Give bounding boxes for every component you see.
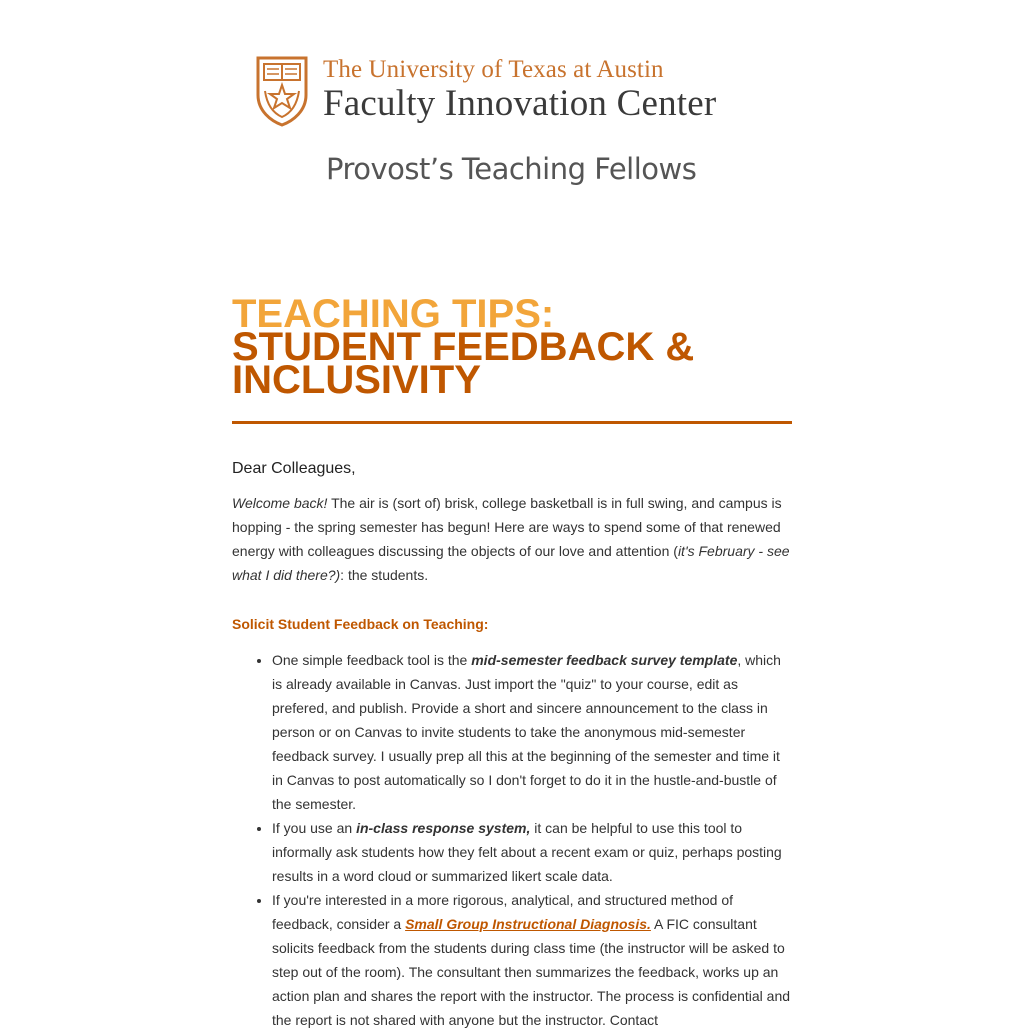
university-name: The University of Texas at Austin xyxy=(323,56,664,83)
title-line-2: STUDENT FEEDBACK & INCLUSIVITY xyxy=(232,325,695,402)
list-item-text: , which is already available in Canvas. Just import the "quiz" to your course, edit as prefered, and publish. Provide a short and sincere announcement to the class in person or on Canvas to invite students to take the anonymous mid-semester feedback survey. I usually prep all this at the beginning of the semester and time it in Canvas to post automatically so I don't forget to do it in the hustle-and-bustle of the semester. xyxy=(272,652,781,812)
list-item-text: If you use an xyxy=(272,820,357,836)
title-divider xyxy=(232,421,792,424)
section-heading-feedback: Solicit Student Feedback on Teaching: xyxy=(232,616,489,632)
center-name: Faculty Innovation Center xyxy=(323,83,717,124)
list-item-text: A FIC consultant solicits feedback from the students during class time (the instructor will be asked to step out of the room). The consultant then summarizes the feedback, works up an action plan and shares the report with the instructor. The process is confidential and the report is not shared with anyone but the instructor. Contact xyxy=(272,916,791,1028)
intro-paragraph xyxy=(232,491,794,587)
intro-welcome: Welcome back! xyxy=(232,495,328,511)
list-item xyxy=(272,888,794,1032)
sgid-link[interactable]: Small Group Instructional Diagnosis. xyxy=(405,916,651,932)
list-item xyxy=(272,648,794,816)
email-header xyxy=(232,0,792,240)
intro-end: : the students. xyxy=(340,567,429,583)
title-line-1: TEACHING TIPS: xyxy=(232,292,555,336)
ut-shield-logo-icon xyxy=(255,55,309,127)
intro-text: The air is (sort of) brisk, college basketball is in full swing, and campus is hopping - the spring semester has begun! Here are ways to spend some of that renewed energy with colleagues discussing the objects of our love and attention ( xyxy=(232,495,782,559)
emphasis-response-system: in-class response system, xyxy=(356,820,531,836)
program-name: Provost’s Teaching Fellows xyxy=(326,152,697,186)
list-item-text: If you're interested in a more rigorous, analytical, and structured method of feedback, consider a xyxy=(272,892,734,932)
list-item-text: it can be helpful to use this tool to informally ask students how they felt about a recent exam or quiz, perhaps posting results in a word cloud or summarized likert scale data. xyxy=(272,820,782,884)
emphasis-survey-template: mid-semester feedback survey template xyxy=(471,652,738,668)
list-item xyxy=(272,816,794,888)
list-item-text: One simple feedback tool is the xyxy=(272,652,472,668)
feedback-tips-list xyxy=(232,648,794,1032)
intro-aside: it's February - see what I did there?) xyxy=(232,543,790,583)
greeting: Dear Colleagues, xyxy=(232,460,356,477)
email-body xyxy=(232,458,794,1032)
newsletter-title xyxy=(232,292,812,402)
